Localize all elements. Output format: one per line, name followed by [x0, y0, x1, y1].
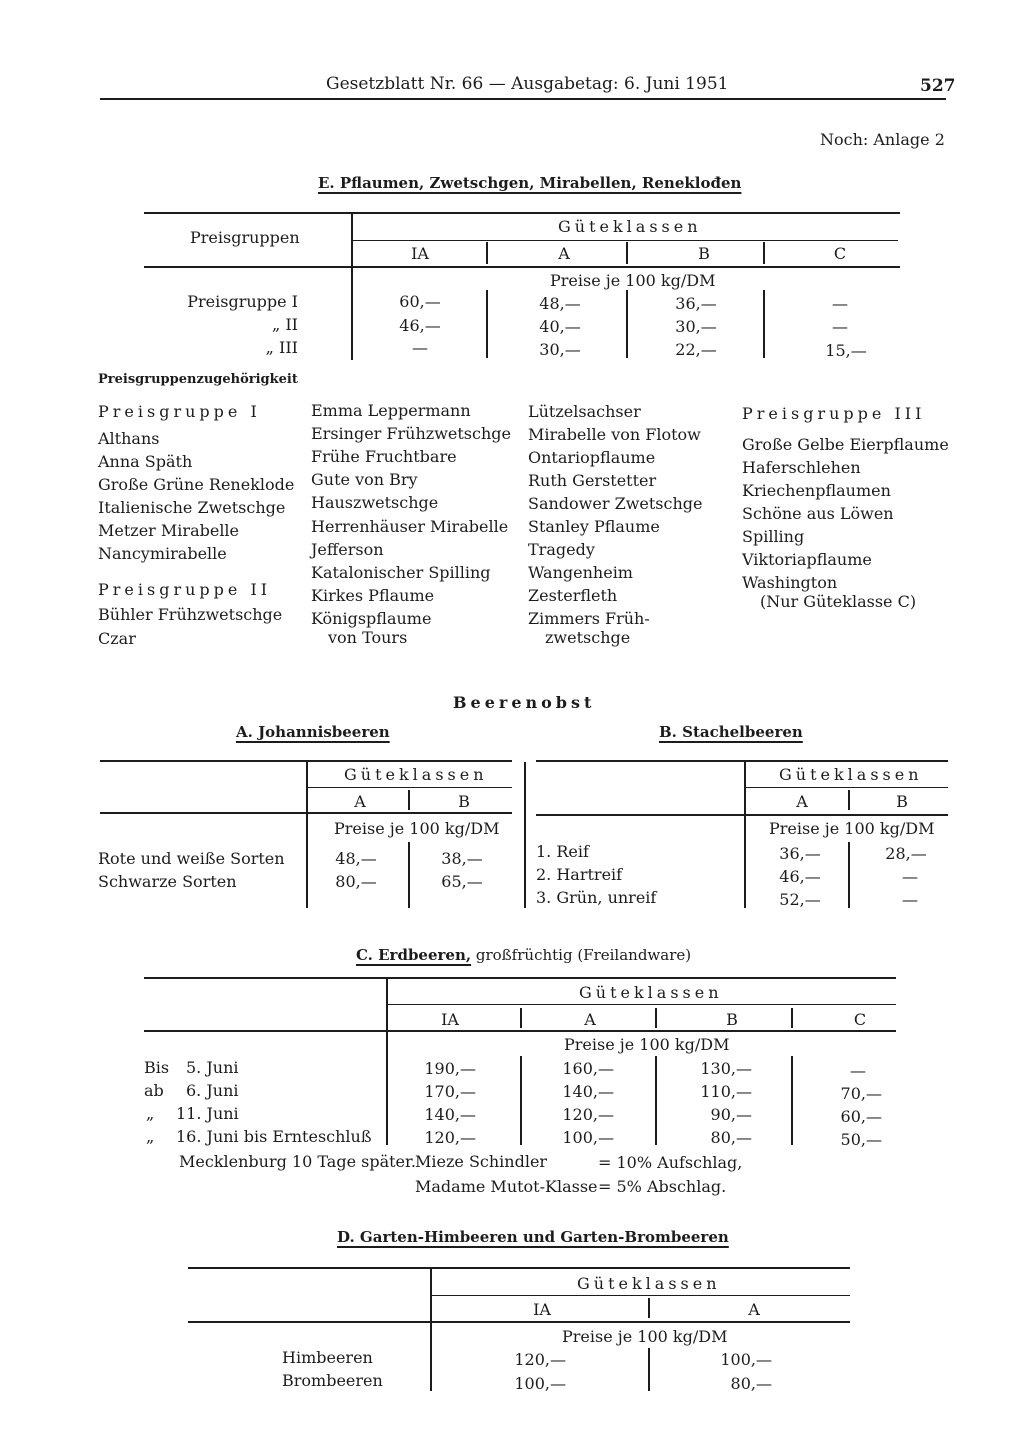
unit-label: Preise je 100 kg/DM — [550, 271, 716, 290]
header-rule — [100, 98, 946, 100]
section-e-title: E. Pflaumen, Zwetschgen, Mirabellen, Reneklođen — [318, 174, 742, 192]
class-b: B — [698, 244, 710, 263]
page-header-title: Gesetzblatt Nr. 66 — Ausgabetag: 6. Juni 1951 — [326, 74, 729, 94]
annex-label: Noch: Anlage 2 — [820, 130, 945, 149]
class-c: C — [833, 244, 847, 263]
group-header: Güteklassen — [558, 217, 702, 236]
table-a-title: A. Johannisbeeren — [236, 723, 390, 741]
table-c-title: C. Erdbeeren, großfrüchtig (Freilandware) — [356, 946, 692, 964]
beerenobst-title: Beerenobst — [453, 693, 596, 712]
membership-title: Preisgruppenzugehörigkeit — [98, 372, 298, 387]
class-a: A — [558, 244, 570, 263]
page-number: 527 — [920, 76, 956, 96]
table-d-title: D. Garten-Himbeeren und Garten-Brombeeren — [337, 1228, 729, 1246]
table-b-title: B. Stachelbeeren — [659, 723, 803, 741]
row-header: Preisgruppen — [190, 228, 300, 247]
class-ia: IA — [411, 244, 429, 263]
